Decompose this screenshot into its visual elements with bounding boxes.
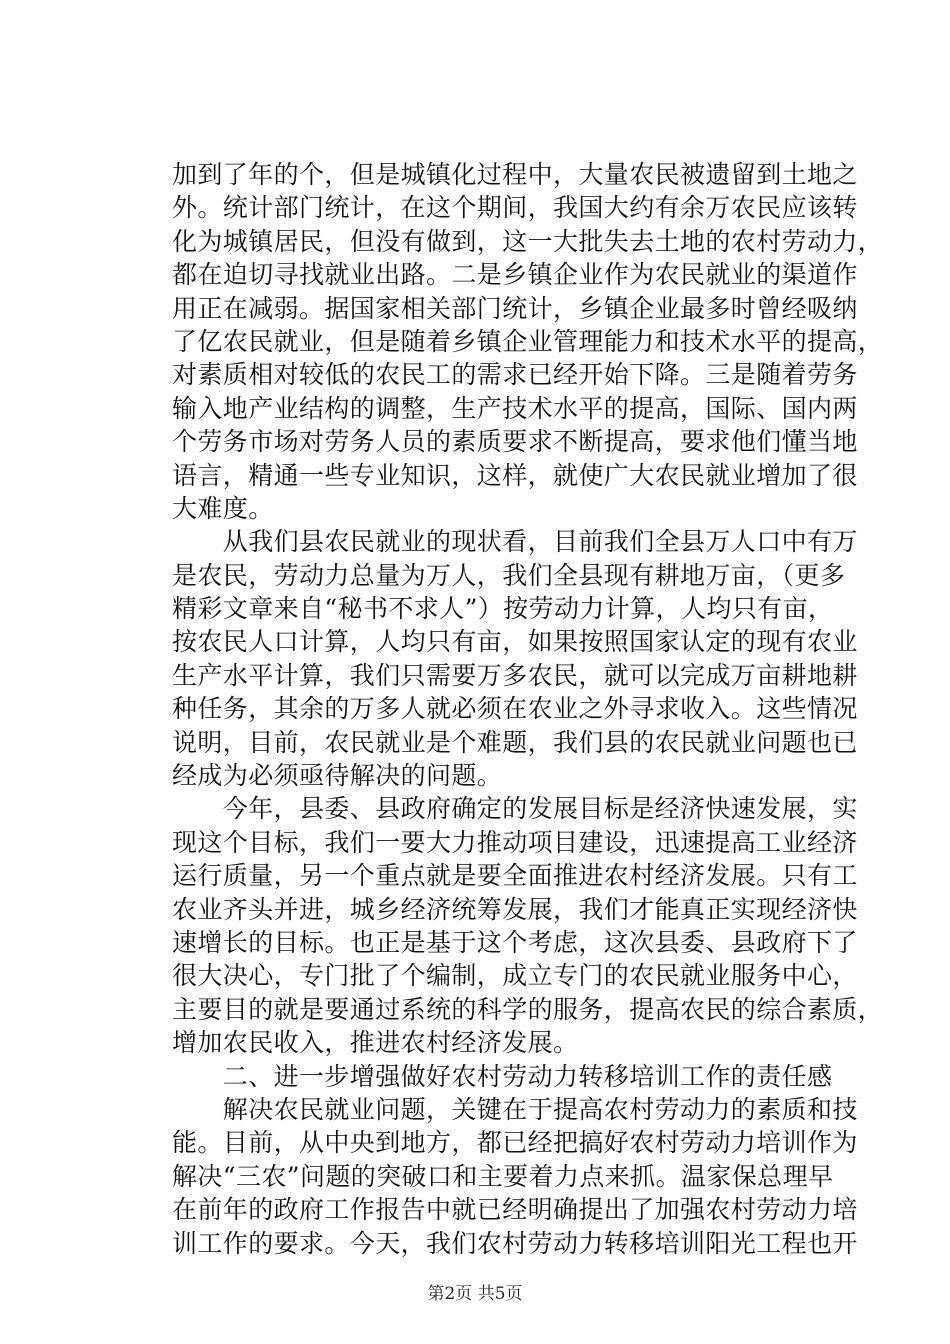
text-line: 速增长的目标。也正是基于这个考虑，这次县委、县政府下了 xyxy=(172,927,858,957)
text-line: 对素质相对较低的农民工的需求已经开始下降。三是随着劳务 xyxy=(172,360,858,390)
text-line: 用正在减弱。据国家相关部门统计，乡镇企业最多时曾经吸纳 xyxy=(172,293,858,323)
text-line: 现这个目标，我们一要大力推动项目建设，迅速提高工业经济 xyxy=(172,827,858,857)
page-number-footer: 第2页 共5页 xyxy=(427,1284,523,1304)
text-line: 大难度。 xyxy=(172,493,274,523)
text-line: 都在迫切寻找就业出路。二是乡镇企业作为农民就业的渠道作 xyxy=(172,260,858,290)
text-line: 了亿农民就业，但是随着乡镇企业管理能力和技术水平的提高， xyxy=(172,326,884,356)
text-line: 主要目的就是要通过系统的科学的服务，提高农民的综合素质， xyxy=(172,994,884,1024)
text-line: 说明，目前，农民就业是个难题，我们县的农民就业问题也已 xyxy=(172,727,858,757)
text-line: 化为城镇居民，但没有做到，这一大批失去土地的农村劳动力， xyxy=(172,226,884,256)
text-line: 训工作的要求。今天，我们农村劳动力转移培训阳光工程也开 xyxy=(172,1228,858,1258)
body-text xyxy=(172,158,884,1260)
text-line: 增加农民收入，推进农村经济发展。 xyxy=(172,1028,579,1058)
text-line: 是农民，劳动力总量为万人，我们全县现有耕地万亩，（更多 xyxy=(172,560,846,590)
text-line: 精彩文章来自“秘书不求人”）按劳动力计算，人均只有亩， xyxy=(172,594,834,624)
text-line: 输入地产业结构的调整，生产技术水平的提高，国际、国内两 xyxy=(172,393,858,423)
text-line: 解决“三农”问题的突破口和主要着力点来抓。温家保总理早 xyxy=(172,1161,834,1191)
text-line: 解决农民就业问题，关键在于提高农村劳动力的素质和技 xyxy=(172,1094,858,1124)
text-line: 个劳务市场对劳务人员的素质要求不断提高，要求他们懂当地 xyxy=(172,427,858,457)
text-line: 加到了年的个，但是城镇化过程中，大量农民被遗留到土地之 xyxy=(172,160,858,189)
text-line: 语言，精通一些专业知识，这样，就使广大农民就业增加了很 xyxy=(172,460,858,490)
text-line: 经成为必须亟待解决的问题。 xyxy=(172,761,503,791)
text-line: 按农民人口计算，人均只有亩，如果按照国家认定的现有农业 xyxy=(172,627,858,657)
text-line: 很大决心，专门批了个编制，成立专门的农民就业服务中心， xyxy=(172,961,858,991)
text-line: 生产水平计算，我们只需要万多农民，就可以完成万亩耕地耕 xyxy=(172,660,858,690)
text-line: 种任务，其余的万多人就必须在农业之外寻求收入。这些情况 xyxy=(172,694,858,724)
text-line: 今年，县委、县政府确定的发展目标是经济快速发展，实 xyxy=(172,794,858,824)
text-line: 在前年的政府工作报告中就已经明确提出了加强农村劳动力培 xyxy=(172,1195,858,1225)
text-line: 运行质量，另一个重点就是要全面推进农村经济发展。只有工 xyxy=(172,861,858,891)
text-line: 农业齐头并进，城乡经济统筹发展，我们才能真正实现经济快 xyxy=(172,894,858,924)
text-line: 二、进一步增强做好农村劳动力转移培训工作的责任感 xyxy=(172,1061,833,1091)
text-line: 从我们县农民就业的现状看，目前我们全县万人口中有万 xyxy=(172,527,858,557)
text-line: 能。目前，从中央到地方，都已经把搞好农村劳动力培训作为 xyxy=(172,1128,858,1158)
text-line: 外。统计部门统计，在这个期间，我国大约有余万农民应该转 xyxy=(172,193,858,223)
